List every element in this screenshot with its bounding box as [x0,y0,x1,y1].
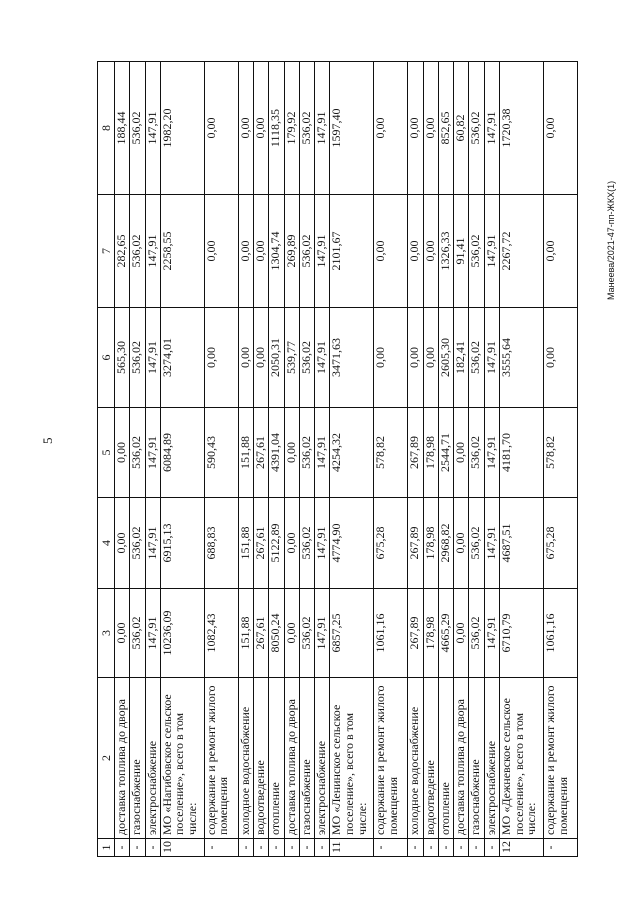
row-index-cell: 12 [500,839,544,857]
value-cell: 2267,72 [500,195,544,308]
value-cell: 3471,63 [330,308,374,408]
value-cell: 0,00 [374,308,408,408]
value-cell: 0,00 [423,308,438,408]
value-cell: 147,91 [145,308,160,408]
table-row [438,62,453,857]
value-cell: 1720,38 [500,62,544,195]
value-cell: 0,00 [374,195,408,308]
value-cell: 151,88 [238,589,253,678]
table-row [423,62,438,857]
value-cell: 147,91 [145,62,160,195]
row-label-cell: МО «Дежневское сельское поселение», всего в том числе: [500,678,544,839]
value-cell: 675,28 [374,498,408,589]
row-index-cell: - [284,839,299,857]
value-cell: 1061,16 [544,589,578,678]
value-cell: 536,02 [130,62,145,195]
row-label-cell: холодное водоснабжение [238,678,253,839]
value-cell: 688,83 [204,498,238,589]
value-cell: 2050,31 [269,308,284,408]
value-cell: 147,91 [145,195,160,308]
table-row [469,62,484,857]
value-cell: 0,00 [238,308,253,408]
row-index-cell: - [269,839,284,857]
row-index-cell: - [299,839,314,857]
row-index-cell: - [423,839,438,857]
row-index-cell: - [130,839,145,857]
value-cell: 0,00 [423,195,438,308]
value-cell: 2101,67 [330,195,374,308]
value-cell: 0,00 [114,498,129,589]
value-cell: 4665,29 [438,589,453,678]
table-row [315,62,330,857]
value-cell: 147,91 [484,308,499,408]
row-index-cell: - [145,839,160,857]
value-cell: 0,00 [544,62,578,195]
column-header: 5 [98,408,115,498]
row-label-cell: электроснабжение [484,678,499,839]
table-row [160,62,204,857]
row-index-cell: - [253,839,268,857]
value-cell: 536,02 [469,62,484,195]
value-cell: 6710,79 [500,589,544,678]
column-header: 8 [98,62,115,195]
row-label-cell: МО «Ленинское сельское поселение», всего в том числе: [330,678,374,839]
value-cell: 1326,33 [438,195,453,308]
value-cell: 536,02 [130,498,145,589]
table-row [269,62,284,857]
value-cell: 4774,90 [330,498,374,589]
value-cell: 2968,82 [438,498,453,589]
value-cell: 147,91 [484,62,499,195]
column-header: 6 [98,308,115,408]
tariff-table-rotated [97,62,578,857]
table-header-row [98,62,115,857]
value-cell: 578,82 [374,408,408,498]
value-cell: 536,02 [469,308,484,408]
table-row [374,62,408,857]
value-cell: 147,91 [315,589,330,678]
row-label-cell: газоснабжение [469,678,484,839]
value-cell: 147,91 [484,589,499,678]
value-cell: 178,98 [423,408,438,498]
value-cell: 4254,32 [330,408,374,498]
row-index-cell: 10 [160,839,204,857]
column-header: 3 [98,589,115,678]
row-label-cell: газоснабжение [299,678,314,839]
value-cell: 0,00 [204,308,238,408]
value-cell: 0,00 [408,308,423,408]
value-cell: 590,43 [204,408,238,498]
document-id: Манеева/2021-47-пп-ЖКХ(1) [606,180,616,300]
value-cell: 1118,35 [269,62,284,195]
value-cell: 2605,30 [438,308,453,408]
value-cell: 536,02 [130,589,145,678]
value-cell: 0,00 [253,195,268,308]
value-cell: 0,00 [114,589,129,678]
row-label-cell: водоотведение [423,678,438,839]
value-cell: 536,02 [299,62,314,195]
row-label-cell: электроснабжение [145,678,160,839]
row-label-cell: доставка топлива до двора [454,678,469,839]
value-cell: 0,00 [238,62,253,195]
table-row [238,62,253,857]
value-cell: 178,98 [423,498,438,589]
row-label-cell: отопление [438,678,453,839]
value-cell: 267,61 [253,408,268,498]
row-index-cell: - [374,839,408,857]
row-index-cell: - [408,839,423,857]
value-cell: 147,91 [484,195,499,308]
value-cell: 5122,89 [269,498,284,589]
tariff-table [97,61,578,857]
table-row [130,62,145,857]
value-cell: 536,02 [299,408,314,498]
value-cell: 536,02 [299,308,314,408]
value-cell: 147,91 [315,408,330,498]
row-label-cell: МО «Нагибовское сельское поселение», всего в том числе: [160,678,204,839]
table-row [284,62,299,857]
table-row [500,62,544,857]
value-cell: 267,89 [408,408,423,498]
value-cell: 1304,74 [269,195,284,308]
value-cell: 536,02 [469,589,484,678]
value-cell: 536,02 [469,195,484,308]
row-index-cell: - [484,839,499,857]
value-cell: 2258,55 [160,195,204,308]
value-cell: 10236,09 [160,589,204,678]
value-cell: 0,00 [408,195,423,308]
row-index-cell: - [438,839,453,857]
value-cell: 147,91 [484,408,499,498]
value-cell: 536,02 [469,498,484,589]
value-cell: 60,82 [454,62,469,195]
table-row [299,62,314,857]
value-cell: 2544,71 [438,408,453,498]
value-cell: 0,00 [253,308,268,408]
row-index-cell: - [315,839,330,857]
column-header: 7 [98,195,115,308]
column-header: 1 [98,839,115,857]
value-cell: 536,02 [130,408,145,498]
value-cell: 0,00 [454,408,469,498]
row-index-cell: - [114,839,129,857]
row-index-cell: - [469,839,484,857]
value-cell: 147,91 [315,308,330,408]
table-row [544,62,578,857]
row-label-cell: содержание и ремонт жилого помещения [374,678,408,839]
value-cell: 0,00 [284,408,299,498]
value-cell: 852,65 [438,62,453,195]
value-cell: 675,28 [544,498,578,589]
value-cell: 4181,70 [500,408,544,498]
column-header: 2 [98,678,115,839]
value-cell: 0,00 [284,589,299,678]
value-cell: 147,91 [145,408,160,498]
value-cell: 3274,01 [160,308,204,408]
value-cell: 179,92 [284,62,299,195]
row-index-cell: 11 [330,839,374,857]
value-cell: 0,00 [114,408,129,498]
value-cell: 147,91 [315,498,330,589]
table-row [408,62,423,857]
value-cell: 147,91 [145,589,160,678]
value-cell: 1082,43 [204,589,238,678]
value-cell: 0,00 [454,589,469,678]
value-cell: 8050,24 [269,589,284,678]
value-cell: 536,02 [130,195,145,308]
value-cell: 267,61 [253,498,268,589]
table-row [145,62,160,857]
value-cell: 565,30 [114,308,129,408]
value-cell: 0,00 [374,62,408,195]
value-cell: 1982,20 [160,62,204,195]
row-index-cell: - [544,839,578,857]
value-cell: 91,41 [454,195,469,308]
row-label-cell: электроснабжение [315,678,330,839]
row-label-cell: газоснабжение [130,678,145,839]
value-cell: 6084,89 [160,408,204,498]
value-cell: 0,00 [544,308,578,408]
value-cell: 182,41 [454,308,469,408]
value-cell: 6857,25 [330,589,374,678]
row-label-cell: доставка топлива до двора [114,678,129,839]
value-cell: 539,77 [284,308,299,408]
row-label-cell: содержание и ремонт жилого помещения [204,678,238,839]
row-label-cell: содержание и ремонт жилого помещения [544,678,578,839]
value-cell: 0,00 [454,498,469,589]
value-cell: 147,91 [315,62,330,195]
table-row [204,62,238,857]
row-label-cell: водоотведение [253,678,268,839]
value-cell: 0,00 [253,62,268,195]
value-cell: 0,00 [238,195,253,308]
value-cell: 536,02 [299,498,314,589]
table-row [114,62,129,857]
value-cell: 0,00 [423,62,438,195]
table-row [330,62,374,857]
row-label-cell: доставка топлива до двора [284,678,299,839]
table-body [98,62,578,857]
value-cell: 267,89 [408,589,423,678]
value-cell: 536,02 [469,408,484,498]
value-cell: 578,82 [544,408,578,498]
value-cell: 4687,51 [500,498,544,589]
value-cell: 0,00 [284,498,299,589]
row-index-cell: - [204,839,238,857]
value-cell: 1597,40 [330,62,374,195]
value-cell: 536,02 [299,195,314,308]
row-label-cell: холодное водоснабжение [408,678,423,839]
value-cell: 4391,04 [269,408,284,498]
row-label-cell: отопление [269,678,284,839]
value-cell: 0,00 [544,195,578,308]
value-cell: 151,88 [238,408,253,498]
row-index-cell: - [454,839,469,857]
value-cell: 267,89 [408,498,423,589]
column-header: 4 [98,498,115,589]
value-cell: 536,02 [299,589,314,678]
table-row [253,62,268,857]
value-cell: 269,89 [284,195,299,308]
value-cell: 178,98 [423,589,438,678]
value-cell: 147,91 [315,195,330,308]
value-cell: 147,91 [484,498,499,589]
value-cell: 0,00 [204,62,238,195]
table-row [454,62,469,857]
page-number: 5 [40,437,55,444]
table-row [484,62,499,857]
value-cell: 0,00 [204,195,238,308]
value-cell: 147,91 [145,498,160,589]
value-cell: 151,88 [238,498,253,589]
value-cell: 3555,64 [500,308,544,408]
value-cell: 0,00 [408,62,423,195]
value-cell: 267,61 [253,589,268,678]
value-cell: 188,44 [114,62,129,195]
row-index-cell: - [238,839,253,857]
value-cell: 1061,16 [374,589,408,678]
value-cell: 6915,13 [160,498,204,589]
value-cell: 536,02 [130,308,145,408]
value-cell: 282,65 [114,195,129,308]
